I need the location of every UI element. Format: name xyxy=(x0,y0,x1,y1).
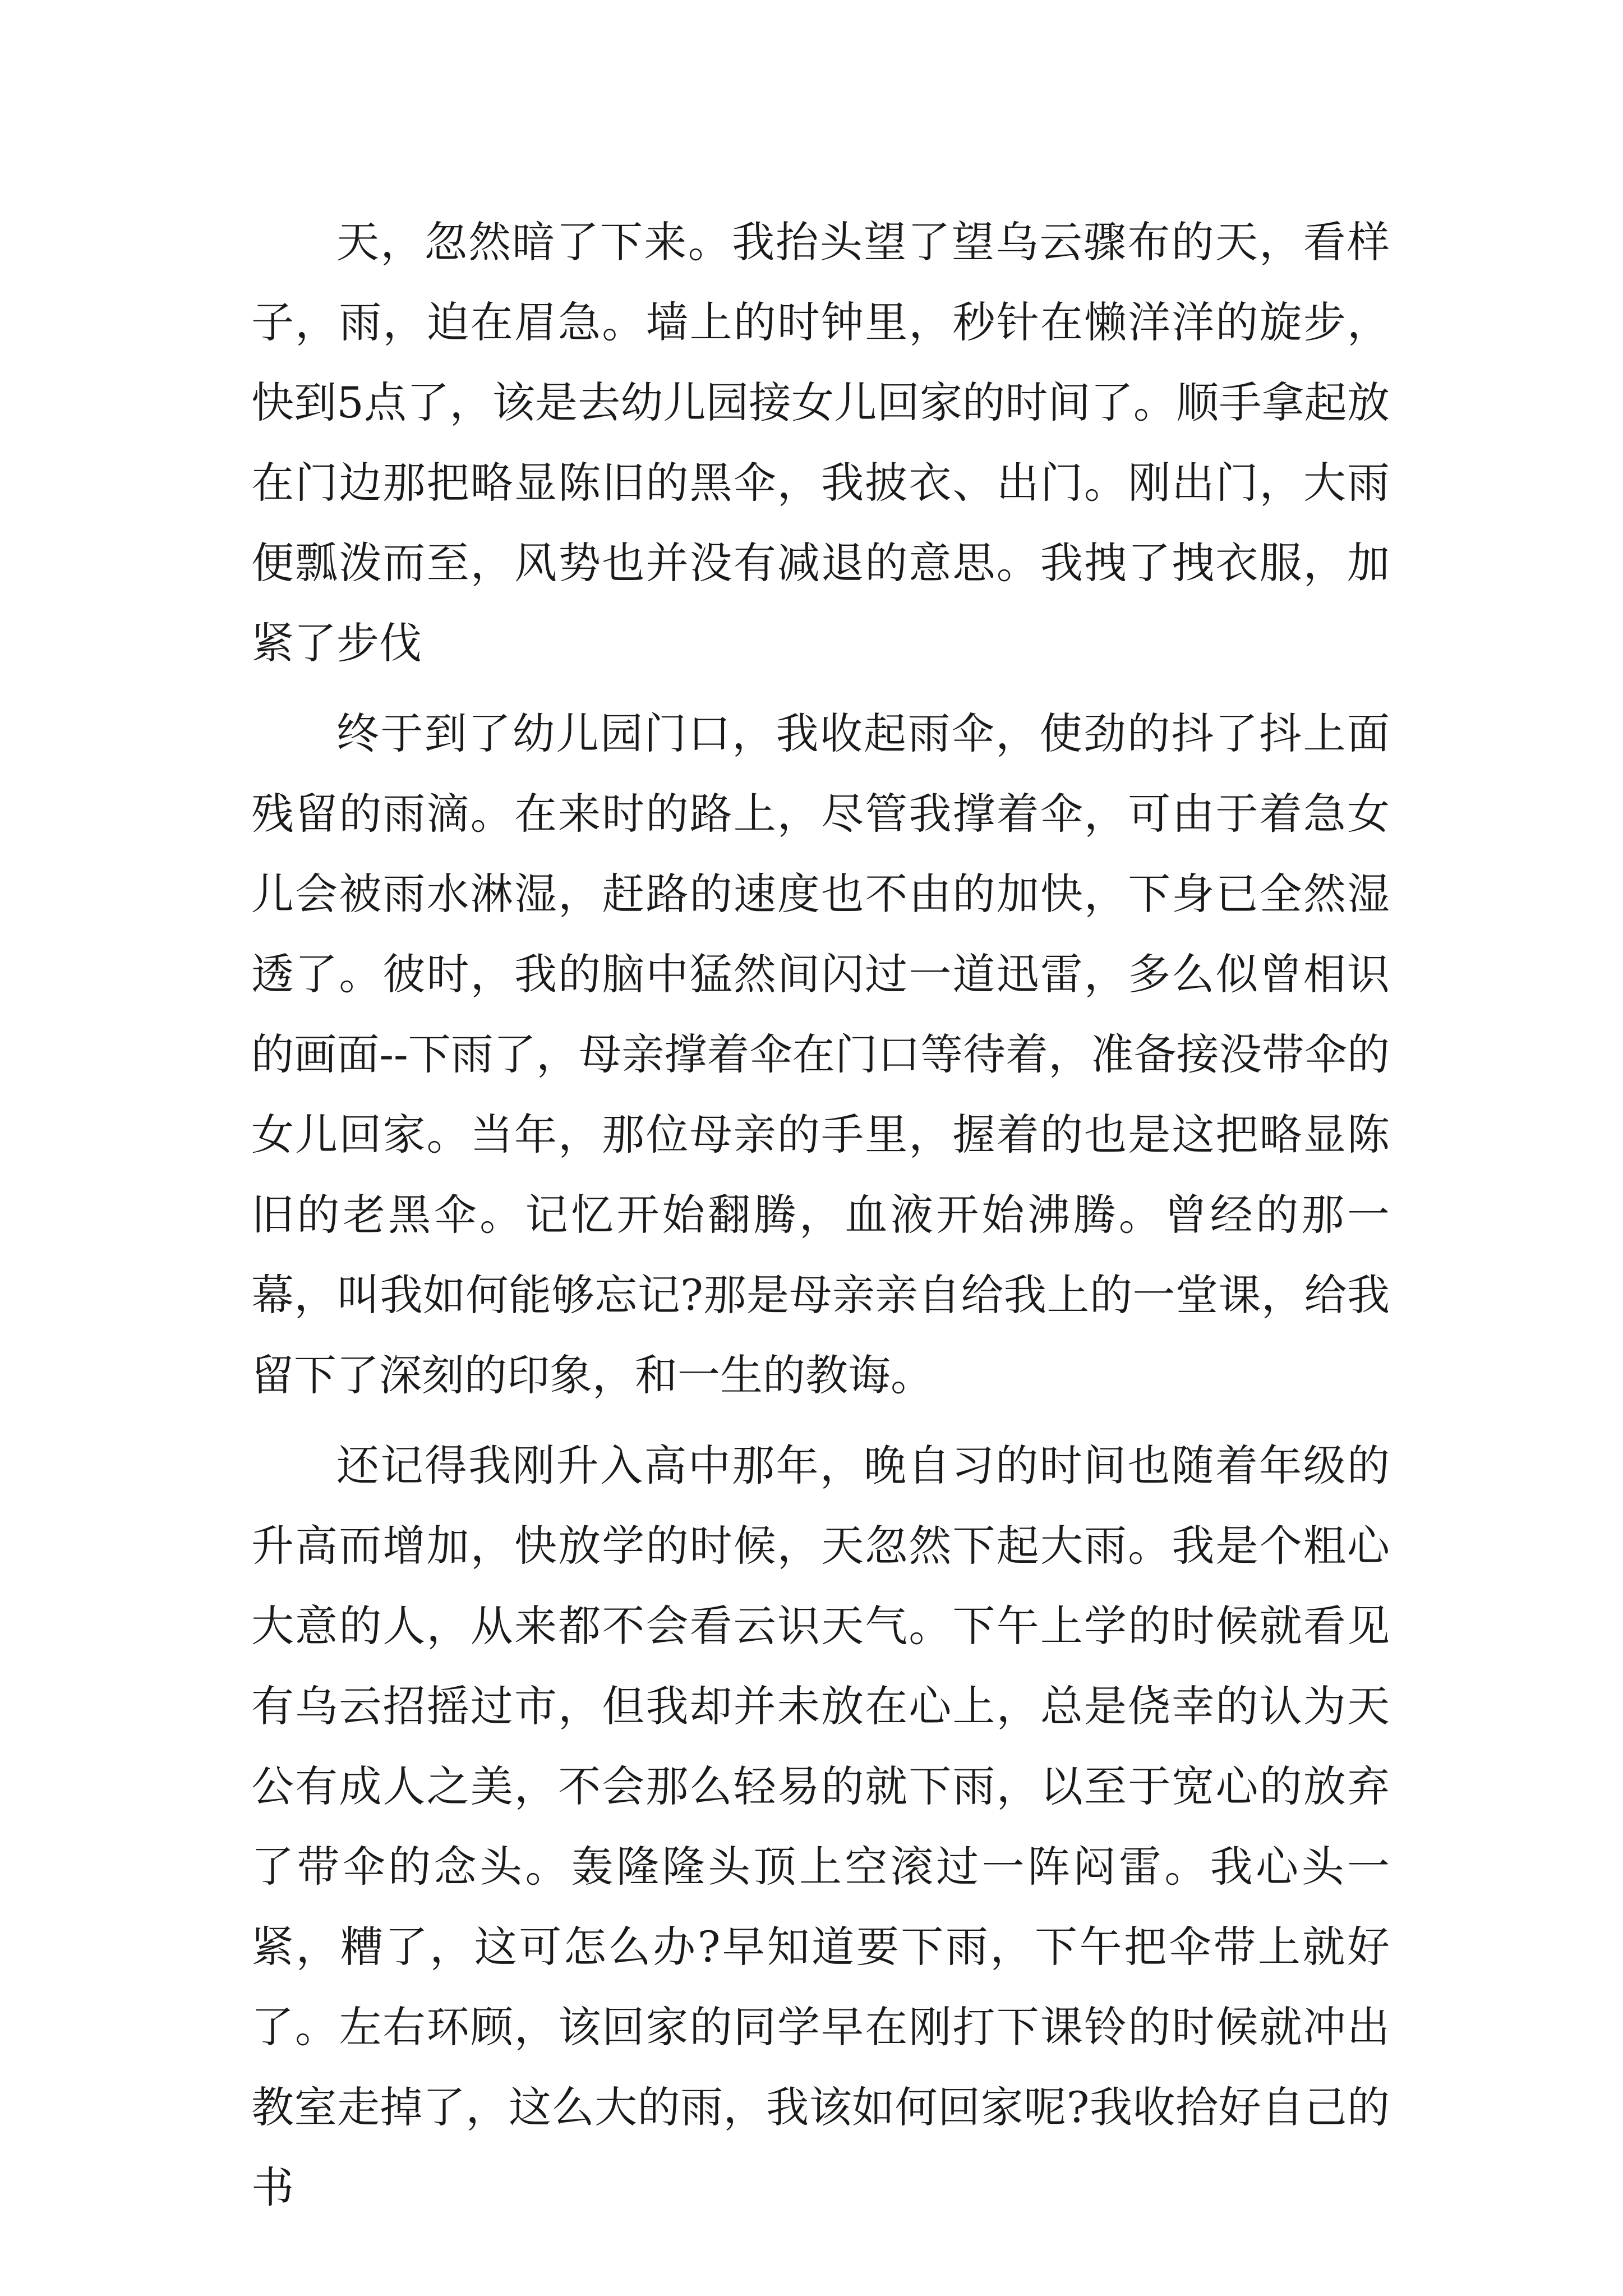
paragraph-2: 终于到了幼儿园门口，我收起雨伞，使劲的抖了抖上面残留的雨滴。在来时的路上，尽管我撑着伞，可由于着急女儿会被雨水淋湿，赶路的速度也不由的加快，下身已全然湿透了。彼时，我的脑中猛然间闪过一道迅雷，多么似曾相识的画面--下雨了，母亲撑着伞在门口等待着，准备接没带伞的女儿回家。当年，那位母亲的手里，握着的也是这把略显陈旧的老黑伞。记忆开始翻腾，血液开始沸腾。曾经的那一幕，叫我如何能够忘记?那是母亲亲自给我上的一堂课，给我留下了深刻的印象，和一生的教诲。 xyxy=(251,708,1390,1400)
paragraph-1: 天，忽然暗了下来。我抬头望了望乌云骤布的天，看样子，雨，迫在眉急。墙上的时钟里，秒针在懒洋洋的旋步，快到5点了，该是去幼儿园接女儿回家的时间了。顺手拿起放在门边那把略显陈旧的黑伞，我披衣、出门。刚出门，大雨便瓢泼而至，风势也并没有减退的意思。我拽了拽衣服，加紧了步伐 xyxy=(251,217,1390,668)
paragraph-3: 还记得我刚升入高中那年，晚自习的时间也随着年级的升高而增加，快放学的时候，天忽然下起大雨。我是个粗心大意的人，从来都不会看云识天气。下午上学的时候就看见有乌云招摇过市，但我却并未放在心上，总是侥幸的认为天公有成人之美，不会那么轻易的就下雨，以至于宽心的放弃了带伞的念头。轰隆隆头顶上空滚过一阵闷雷。我心头一紧，糟了，这可怎么办?早知道要下雨，下午把伞带上就好了。左右环顾，该回家的同学早在刚打下课铃的时候就冲出教室走掉了，这么大的雨，我该如何回家呢?我收拾好自己的书 xyxy=(251,1441,1390,2212)
article-body xyxy=(251,202,1390,2238)
